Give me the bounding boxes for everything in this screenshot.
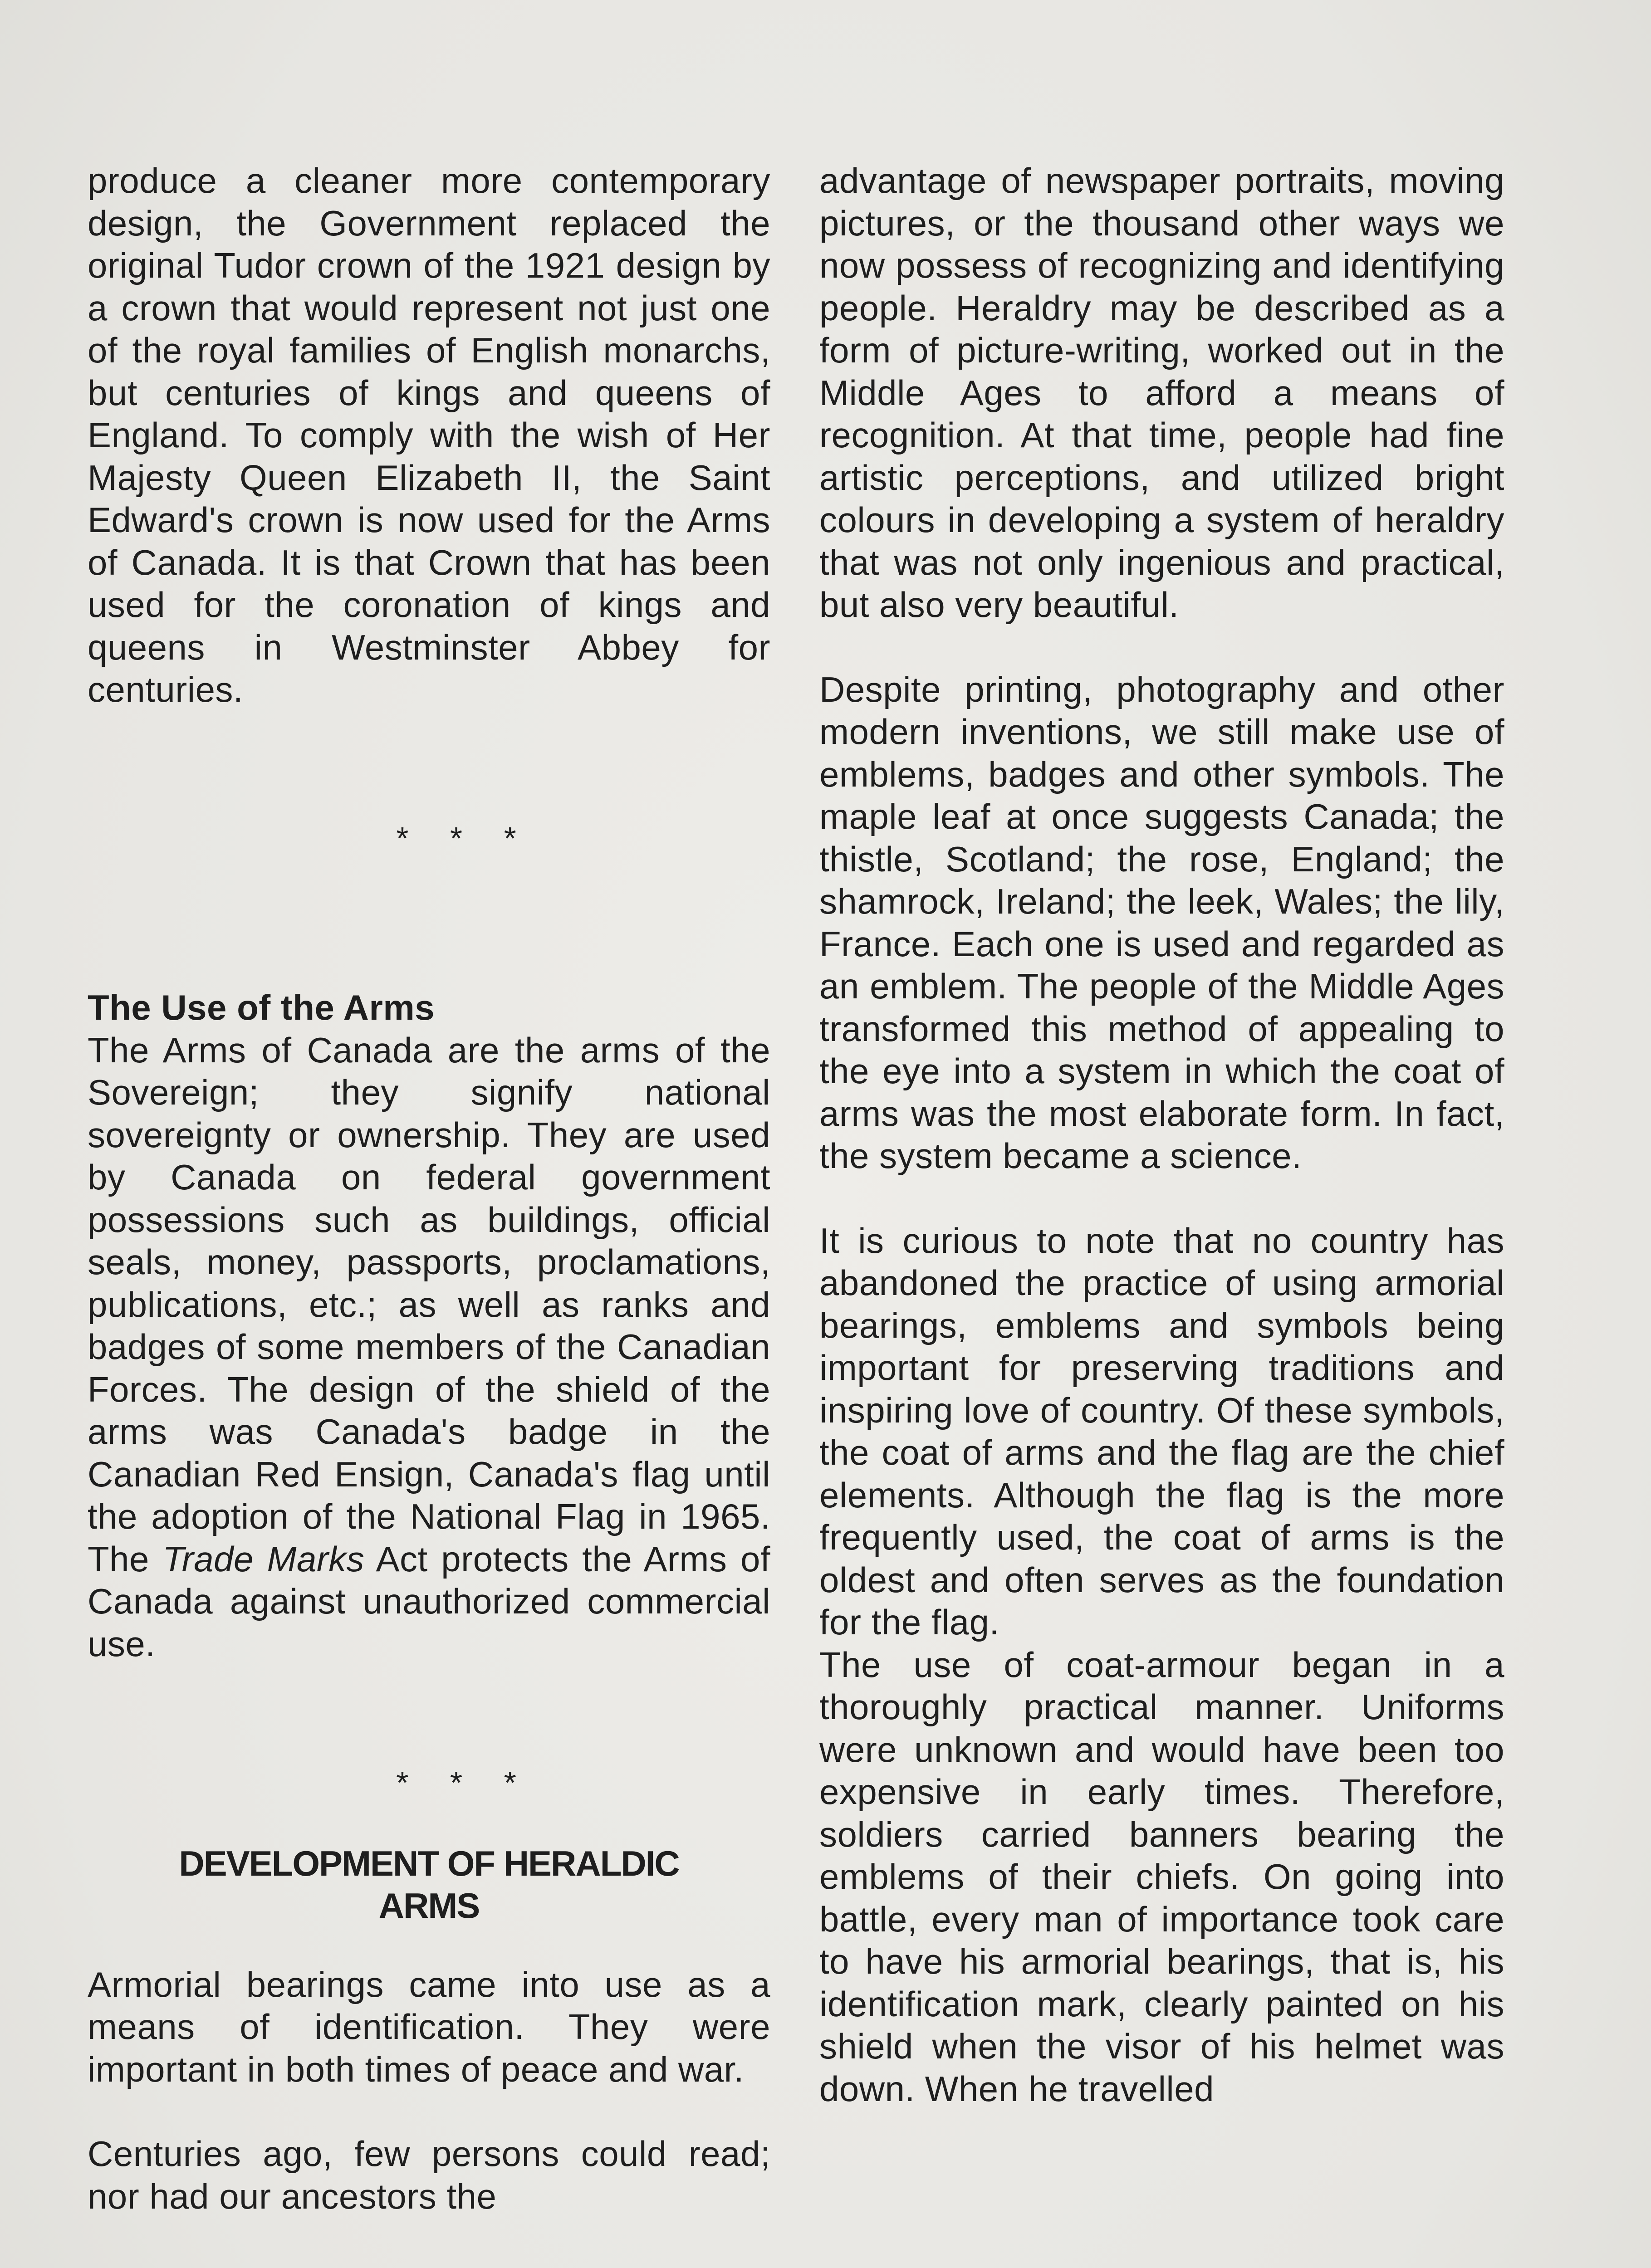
heading-development-line2: ARMS <box>378 1886 480 1926</box>
left-paragraph-identification: Armorial bearings came into use as a means of identification. They were important in both times of peace and war. <box>88 1964 770 2089</box>
left-paragraph-crown: produce a cleaner more contemporary design, the Government replaced the original Tudor crown of the 1921 design by a crown that would represent not just one of the royal families of English monarchs, but centuries of kings and queens of England. To comply with the wish of Her Majesty Queen Elizabeth II, the Saint Edward's crown is now used for the Arms of Canada. It is that Crown that has been used for the coronation of kings and queens in Westminster Abbey for centuries. <box>88 161 770 709</box>
right-paragraph-coat-armour: The use of coat-armour began in a thoroughly practical manner. Uniforms were unknown and would have been too expensive in early times. Therefore, soldiers carried banners bearing the emblems of their chiefs. On going into battle, every man of importance took care to have his armorial bearings, that is, his identification mark, clearly painted on his shield when the visor of his helmet was down. When he travelled <box>819 1644 1504 2109</box>
use-text-before: The Arms of Canada are the arms of the Sovereign; they signify national sovereignty or ownership. They are used by Canada on federal government possessions such as buildings, official seals, money, passports, proclamations, publications, etc.; as well as ranks and badges of some members of the Canadian Forces. The design of the shield of the arms was Canada's badge in the Canadian Red Ensign, Canada's flag until the adoption of the National Flag in 1965. The <box>88 1030 770 1579</box>
right-paragraph-armorial-bearings: It is curious to note that no country has abandoned the practice of using armorial bearings, emblems and symbols being important for preserving traditions and inspiring love of country. Of these symbols, the coat of arms and the flag are the chief elements. Although the flag is the more frequently used, the coat of arms is the oldest and often serves as the foundation for the flag. <box>819 1220 1504 1642</box>
heading-development <box>88 1843 770 1927</box>
left-paragraph-use <box>88 1029 770 1666</box>
left-column <box>88 160 770 2218</box>
trade-marks-italic: Trade Marks <box>162 1539 365 1579</box>
heading-development-line1: DEVELOPMENT OF HERALDIC <box>179 1843 679 1883</box>
right-column <box>819 160 1504 2110</box>
heading-use-of-arms: The Use of the Arms <box>88 987 435 1027</box>
right-paragraph-emblems: Despite printing, photography and other modern inventions, we still make use of emblems, badges and other symbols. The maple leaf at once suggests Canada; the thistle, Scotland; the rose, England; the shamrock, Ireland; the leek, Wales; the lily, France. Each one is used and regarded as an emblem. The people of the Middle Ages transformed this method of appealing to the eye into a system in which the coat of arms was the most elaborate form. In fact, the system became a science. <box>819 669 1504 1176</box>
left-paragraph-centuries: Centuries ago, few persons could read; nor had our ancestors the <box>88 2134 770 2216</box>
separator-stars: * * * <box>396 820 516 856</box>
separator-stars: * * * <box>396 1765 516 1800</box>
right-paragraph-picture-writing: advantage of newspaper portraits, moving pictures, or the thousand other ways we now possess of recognizing and identifying people. Heraldry may be described as a form of picture-writing, worked out in the Middle Ages to afford a means of recognition. At that time, people had fine artistic perceptions, and utilized bright colours in developing a system of heraldry that was not only ingenious and practical, but also very beautiful. <box>819 161 1504 625</box>
use-text-after: Act protects the Arms of Canada against unauthorized commercial use. <box>88 1539 770 1664</box>
